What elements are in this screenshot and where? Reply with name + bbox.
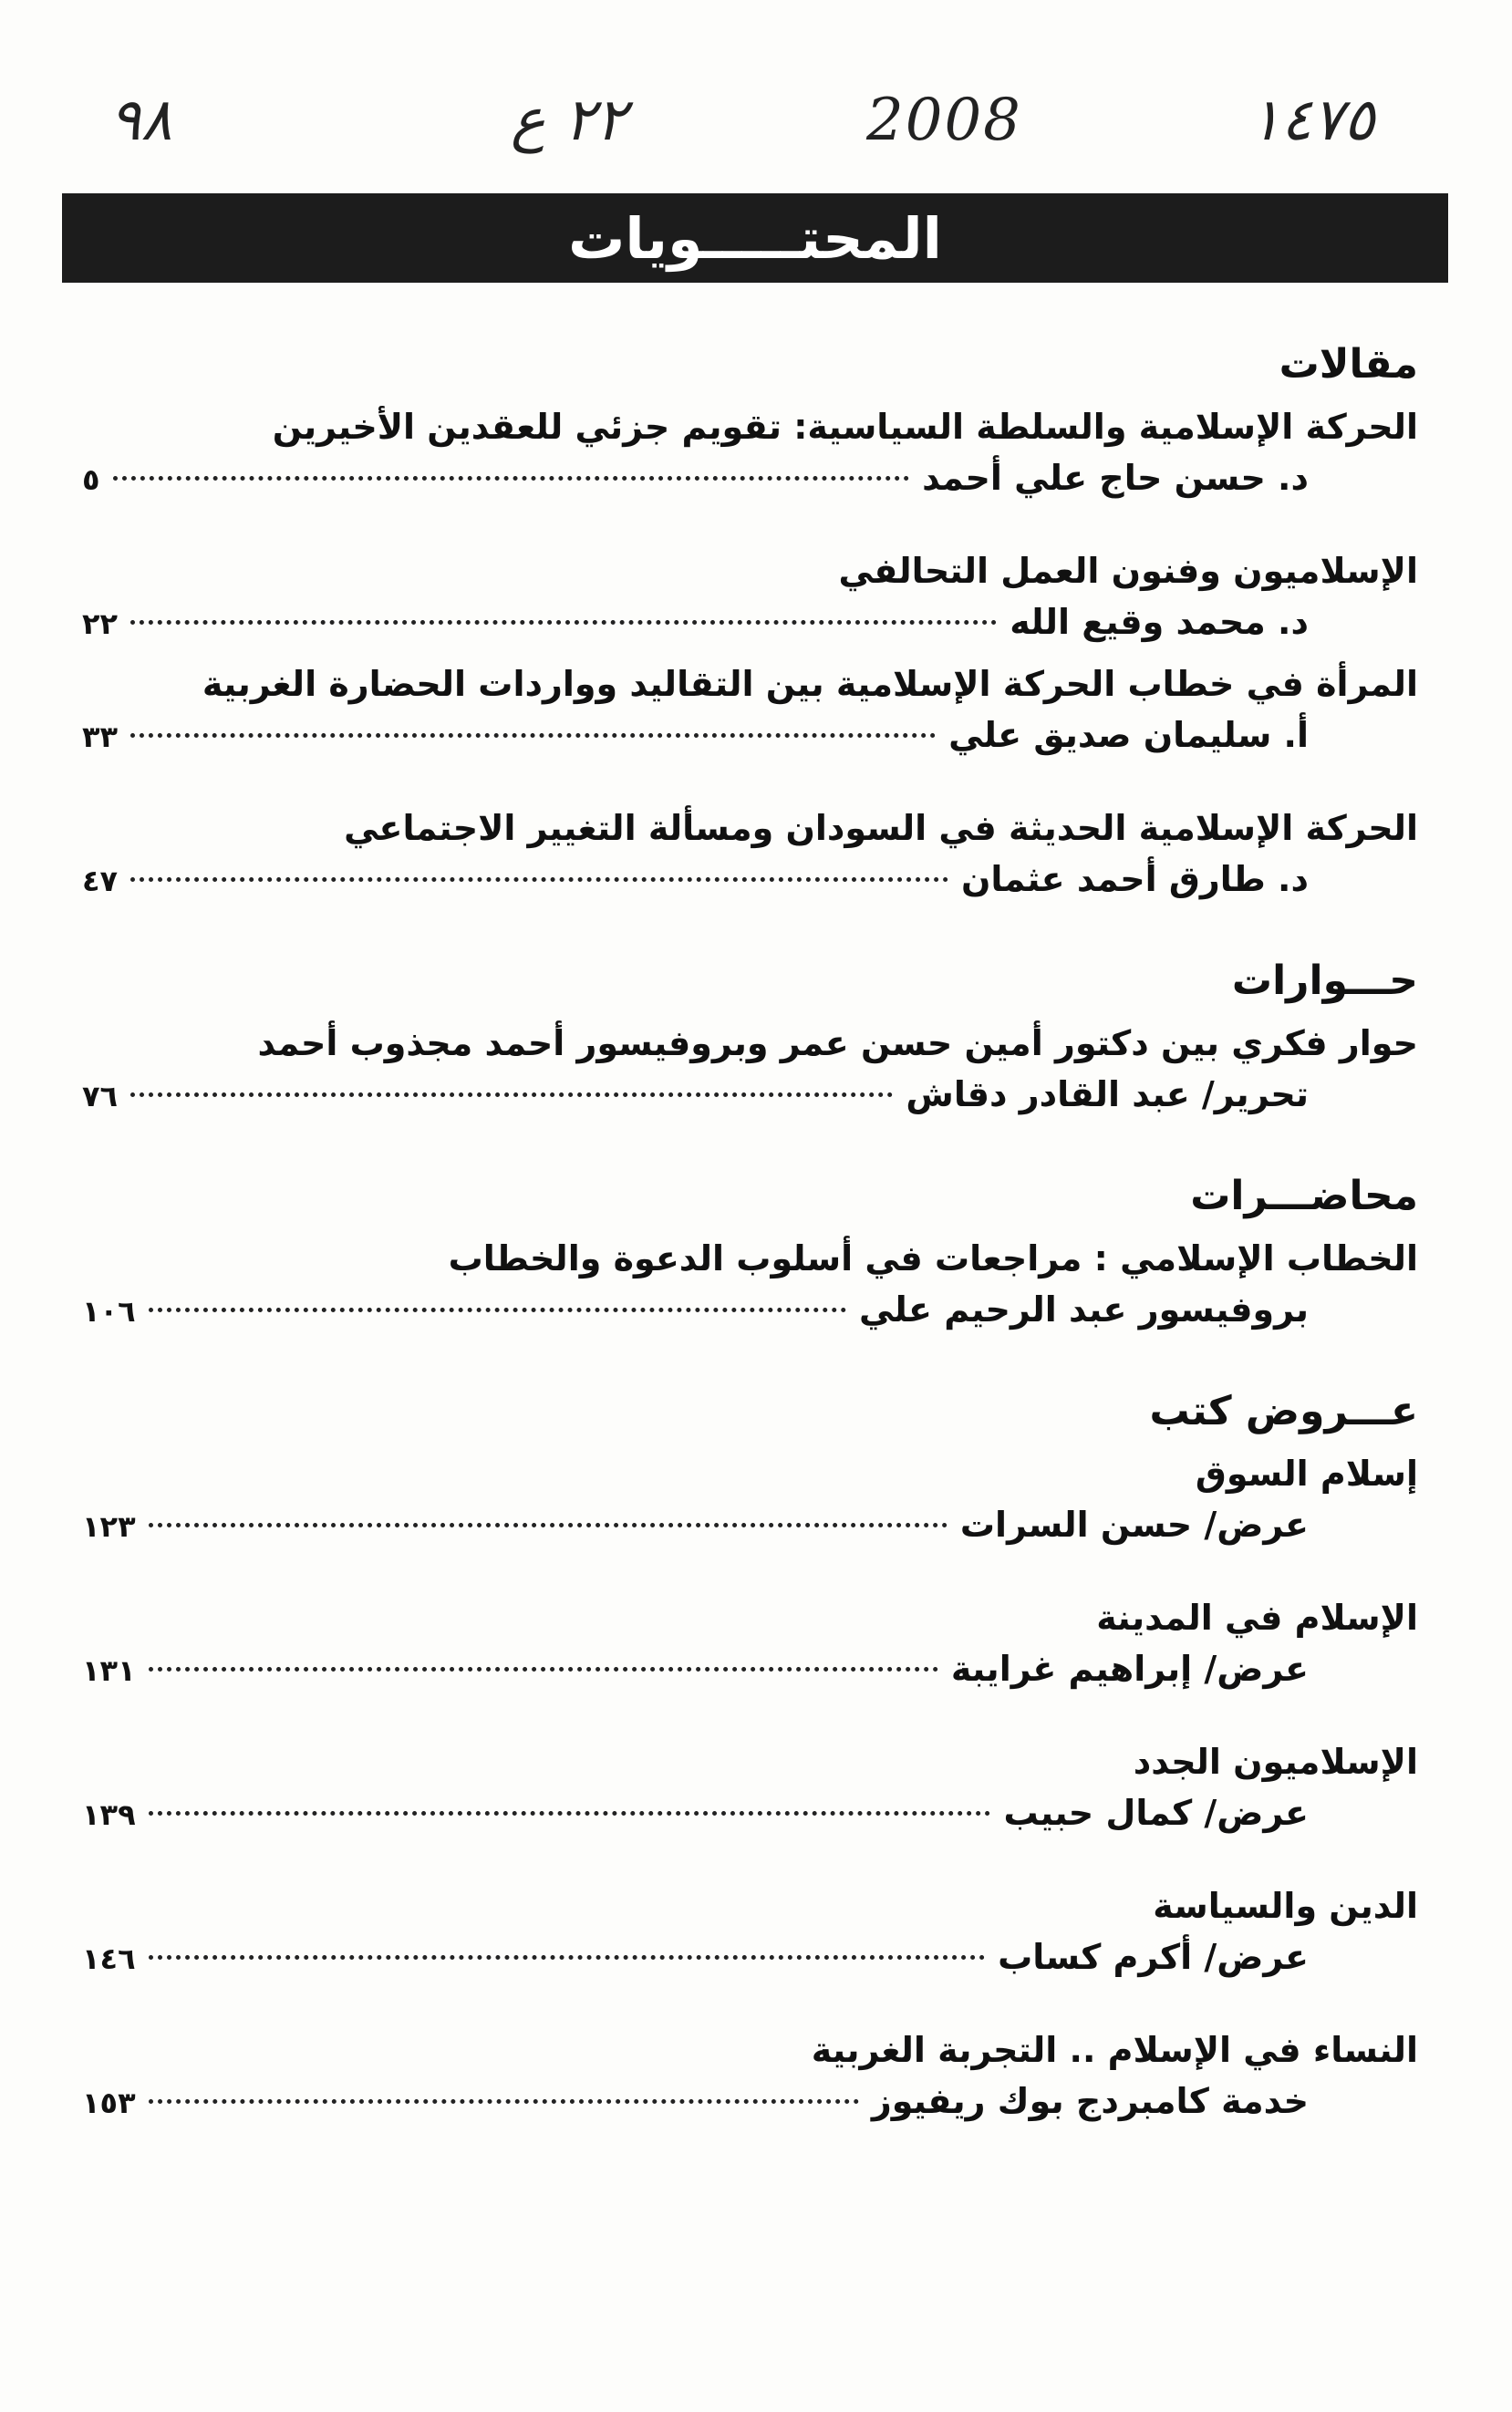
dot-leader [113,476,910,481]
entry-title: الحركة الإسلامية والسلطة السياسية: تقويم جزئي للعقدين الأخيرين [272,407,1418,447]
dot-leader [149,2099,859,2104]
entry-author: عرض/ إبراهيم غرايبة [950,1649,1309,1689]
entry-title: الإسلاميون وفنون العمل التحالفي [838,551,1418,591]
toc-entry [82,802,1418,906]
toc-entry [82,658,1418,762]
page-number: ٢٢ [82,606,119,641]
handwritten-note-center-left: ٢٢ ع [511,87,627,154]
section-heading: مقالات [1279,341,1418,388]
entry-author: تحرير/ عبد القادر دقاش [906,1074,1309,1114]
entry-author: بروفيسور عبد الرحيم علي [859,1289,1309,1330]
handwritten-note-left: ٩٨ [109,87,172,154]
dot-leader [130,620,997,625]
entry-author: د. حسن حاج علي أحمد [922,458,1309,498]
entry-title: النساء في الإسلام .. التجربة الغربية [811,2030,1418,2070]
entry-title: الخطاب الإسلامي : مراجعات في أسلوب الدعوة والخطاب [448,1238,1418,1278]
entry-author: عرض/ حسن السرات [959,1505,1309,1545]
entry-author-line [82,1931,1418,1984]
toc-section [82,337,1418,906]
title-bar [62,193,1448,283]
entry-title: الحركة الإسلامية الحديثة في السودان ومسألة التغيير الاجتماعي [344,808,1418,848]
toc-section [82,1169,1418,1337]
page-number: ١٢٣ [82,1509,136,1544]
toc-entry [82,1736,1418,1840]
toc-entry [82,1233,1418,1337]
entry-title: حوار فكري بين دكتور أمين حسن عمر وبروفيسور أحمد مجذوب أحمد [257,1023,1418,1063]
page-number: ٤٧ [82,864,119,898]
dot-leader [130,733,936,738]
entry-author-line [82,2076,1418,2128]
entry-title: إسلام السوق [1195,1454,1418,1494]
page-title: المحتـــــويات [568,204,942,272]
entry-title: الإسلاميون الجدد [1133,1742,1418,1782]
toc-entry [82,1880,1418,1984]
toc-entry [82,1018,1418,1122]
section-heading: محاضـــرات [1190,1173,1418,1219]
entry-author: عرض/ كمال حبيب [1003,1793,1309,1833]
entry-author-line [82,1499,1418,1552]
entry-author-line [82,1643,1418,1696]
dot-leader [149,1811,991,1816]
section-heading: عـــروض كتب [1149,1388,1418,1434]
entry-author-line [82,854,1418,906]
toc-entry [82,1592,1418,1696]
page-number: ١٠٦ [82,1294,136,1329]
entry-author: د. طارق أحمد عثمان [960,859,1309,899]
entry-author-line [82,1069,1418,1122]
page-number: ٣٣ [82,719,119,754]
page-number: ١٣٩ [82,1797,136,1832]
page-number: ٧٦ [82,1079,119,1113]
page-number: ١٣١ [82,1653,136,1688]
entry-author-line [82,1284,1418,1337]
toc-entry [82,545,1418,649]
dot-leader [149,1667,938,1672]
entry-title: الدين والسياسة [1153,1886,1418,1926]
dot-leader [149,1955,986,1960]
entry-title: المرأة في خطاب الحركة الإسلامية بين التقاليد وواردات الحضارة الغربية [202,664,1418,704]
entry-title: الإسلام في المدينة [1096,1598,1418,1638]
dot-leader [130,1092,893,1097]
entry-author-line [82,452,1418,505]
handwritten-note-center-right: 2008 [866,87,1022,154]
entry-author-line [82,596,1418,649]
entry-author: د. محمد وقيع الله [1010,602,1309,642]
toc-entry [82,401,1418,505]
entry-author: عرض/ أكرم كساب [998,1937,1309,1977]
section-heading: حـــوارات [1231,958,1418,1004]
entry-author: خدمة كامبردج بوك ريفيوز [871,2081,1309,2121]
entry-author-line [82,709,1418,762]
handwritten-note-right: ١٤٧٥ [1249,87,1375,154]
toc-entry [82,2024,1418,2128]
toc-entry [82,1448,1418,1552]
entry-author-line [82,1787,1418,1840]
page-number: ٥ [82,462,100,497]
page-number: ١٥٣ [82,2086,136,2120]
toc-section [82,1384,1418,2128]
table-of-contents [82,337,1418,2176]
entry-author: أ. سليمان صديق علي [948,715,1309,755]
toc-section [82,954,1418,1122]
dot-leader [130,877,948,882]
page-number: ١٤٦ [82,1941,136,1976]
dot-leader [149,1523,948,1527]
dot-leader [149,1308,846,1312]
